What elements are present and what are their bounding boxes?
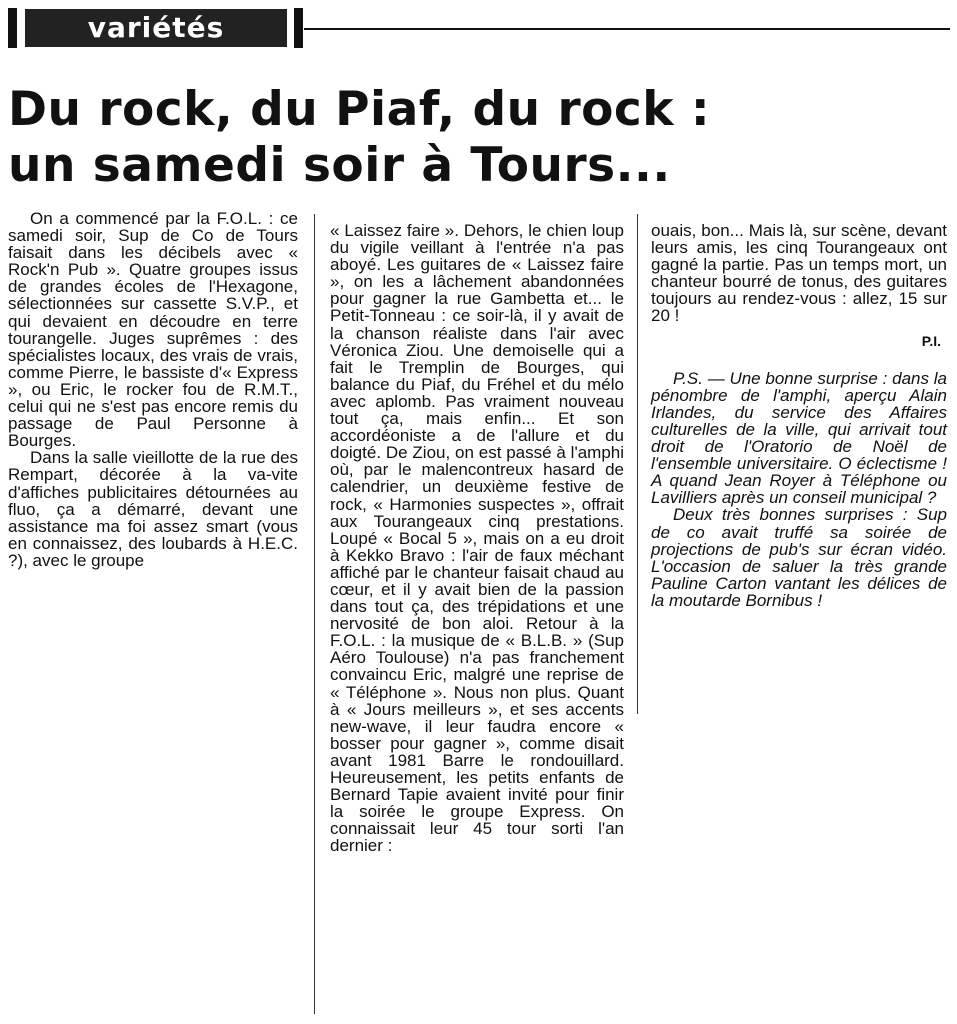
rubric-left-bar: [8, 8, 17, 48]
paragraph: Dans la salle vieillotte de la rue des Rempart, décorée à la va-vite d'affiches publicitaires détournées au fluo, ça a démarré, devant une assistance ma foi assez smart (vous en connaissez, des loubards à H.E.C. ?), avec le groupe: [8, 448, 298, 570]
article-headline: [8, 82, 948, 194]
article-column-2: [330, 222, 624, 854]
paragraph: ouais, bon... Mais là, sur scène, devant leurs amis, les cinq Tourangeaux ont gagné la partie. Pas un temps mort, un chanteur bourré de tonus, des guitares toujours au rendez-vous : allez, 15 sur 20 !: [651, 221, 947, 326]
author-signature: P.I.: [921, 332, 941, 349]
section-rubric: [8, 6, 950, 50]
article-column-1: [8, 210, 298, 569]
headline-line-1: Du rock, du Piaf, du rock :: [8, 82, 711, 137]
column-divider-2: [637, 214, 638, 714]
rubric-right-bar: [294, 8, 303, 48]
headline-line-2: un samedi soir à Tours...: [8, 138, 671, 193]
paragraph: « Laissez faire ». Dehors, le chien loup du vigile veillant à l'entrée n'a pas aboyé. Les guitares de « Laissez faire », on les a lâchement abandonnées pour gagner la rue Gambetta et... le Petit-Tonneau : ce soir-là, il y avait de la chanson réaliste dans l'air avec Véronica Ziou. Une demoiselle qui a fait le Tremplin de Bourges, qui balance du Piaf, du Fréhel et du mélo avec aplomb. Pas vraiment nouveau tout ça, mais enfin... Et son accordéoniste a de l'allure et du doigté. De Ziou, on est passé à l'amphi où, par le malencontreux hasard de calendrier, un deuxième festive de rock, « Harmonies suspectes », offrait aux Tourangeaux cinq prestations. Loupé « Bocal 5 », mais on a eu droit à Kekko Bravo : l'air de faux méchant affiché par le chanteur faisait chaud au cœur, et il y avait bien de la passion dans tout ça, des trépidations et une nervosité de bon aloi. Retour à la F.O.L. : la musique de « B.L.B. » (Sup Aéro Toulouse) n'a pas franchement convaincu Eric, malgré une reprise de « Téléphone ». Nous non plus. Quant à « Jours meilleurs », et ses accents new-wave, il leur faudra encore « bosser pour gagner », comme disait avant 1981 Barre le rondouillard. Heureusement, les petits enfants de Bernard Tapie avaient invité pour finir la soirée le groupe Express. On connaissait leur 45 tour sorti l'an dernier :: [330, 221, 624, 856]
postscript-paragraph: Deux très bonnes surprises : Sup de co avait truffé sa soirée de projections de pub's sur écran vidéo. L'occasion de saluer la très grande Pauline Carton vantant les délices de la moutarde Bornibus !: [651, 505, 947, 610]
article-column-3: [651, 222, 947, 609]
rubric-label: variétés: [25, 9, 287, 47]
rubric-rule: [304, 28, 950, 30]
paragraph: On a commencé par la F.O.L. : ce samedi soir, Sup de Co de Tours faisait dans les décibels avec « Rock'n Pub ». Quatre groupes issus de grandes écoles de l'Hexagone, sélectionnées sur cassette S.V.P., et qui devaient en découdre en terre tourangelle. Juges suprêmes : des spécialistes locaux, des vrais de vrais, comme Pierre, le bassiste d'« Express », ou Eric, le rocker fou de R.M.T., celui qui ne s'est pas encore remis du passage de Paul Personne à Bourges.: [8, 209, 298, 451]
column-divider-1: [314, 214, 315, 1014]
postscript-paragraph: P.S. — Une bonne surprise : dans la pénombre de l'amphi, aperçu Alain Irlandes, du service des Affaires culturelles de la ville, qui arrivait tout droit de l'Oratorio de Noël de l'ensemble universitaire. O éclectisme ! A quand Jean Royer à Téléphone ou Lavilliers après un conseil municipal ?: [651, 368, 947, 508]
